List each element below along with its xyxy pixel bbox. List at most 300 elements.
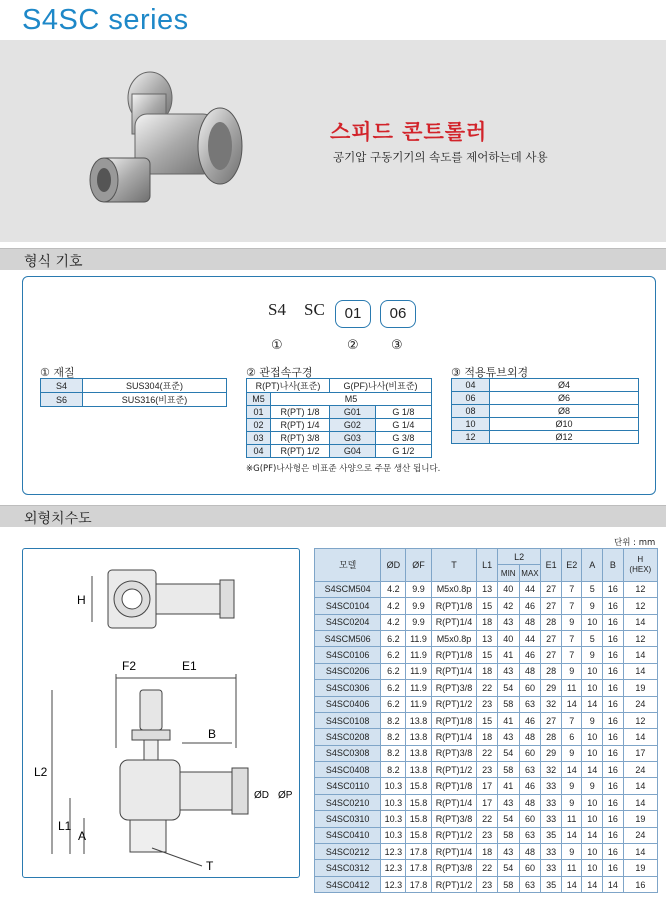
value-cell: 5 <box>582 581 603 597</box>
value-cell: 11.9 <box>406 647 431 663</box>
model-cell: S4SC0306 <box>315 680 381 696</box>
value-cell: 10 <box>582 794 603 810</box>
value-cell: 14 <box>623 647 657 663</box>
value-cell: 48 <box>519 614 541 630</box>
dimension-table <box>314 548 658 893</box>
value-cell: 17 <box>477 794 498 810</box>
table-row <box>452 392 639 405</box>
table-row <box>315 614 658 630</box>
value-cell: 13.8 <box>406 745 431 761</box>
value-cell: 44 <box>519 581 541 597</box>
cell: 03 <box>247 432 271 445</box>
value-cell: 8.2 <box>381 712 406 728</box>
table-row <box>315 696 658 712</box>
value-cell: 4.2 <box>381 614 406 630</box>
value-cell: 43 <box>497 663 519 679</box>
value-cell: 41 <box>497 778 519 794</box>
value-cell: 60 <box>519 811 541 827</box>
value-cell: 9 <box>561 663 582 679</box>
cell: G 1/4 <box>375 419 431 432</box>
value-cell: 19 <box>623 860 657 876</box>
value-cell: 8.2 <box>381 729 406 745</box>
value-cell: R(PT)3/8 <box>431 745 477 761</box>
value-cell: 11 <box>561 811 582 827</box>
label-od: ØD <box>254 790 269 801</box>
value-cell: 28 <box>541 614 562 630</box>
value-cell: 17 <box>477 778 498 794</box>
value-cell: 14 <box>582 876 603 892</box>
label-t: T <box>206 859 214 873</box>
value-cell: 17.8 <box>406 844 431 860</box>
label-h: H <box>77 593 86 607</box>
value-cell: 17 <box>623 745 657 761</box>
value-cell: 43 <box>497 614 519 630</box>
value-cell: 10 <box>582 811 603 827</box>
value-cell: 7 <box>561 581 582 597</box>
header-l2-max: MAX <box>519 565 541 581</box>
value-cell: 46 <box>519 778 541 794</box>
cell: M5 <box>271 393 432 406</box>
connection-table <box>246 378 432 458</box>
value-cell: 15.8 <box>406 811 431 827</box>
section-title: 형식 기호 <box>24 254 83 270</box>
table-header-row <box>247 379 432 393</box>
table-row <box>315 827 658 843</box>
value-cell: 6.2 <box>381 696 406 712</box>
header-b: B <box>603 549 624 582</box>
value-cell: 7 <box>561 712 582 728</box>
value-cell: 5 <box>582 630 603 646</box>
value-cell: 9 <box>561 778 582 794</box>
table-row <box>452 379 639 392</box>
value-cell: 13 <box>477 581 498 597</box>
cell: R(PT) 1/4 <box>271 419 330 432</box>
value-cell: R(PT)1/4 <box>431 663 477 679</box>
mark-3: ③ <box>391 338 403 353</box>
cell: G 1/8 <box>375 406 431 419</box>
cell: 02 <box>247 419 271 432</box>
section-header-model-code <box>0 248 666 270</box>
table-row <box>315 762 658 778</box>
value-cell: R(PT)3/8 <box>431 680 477 696</box>
value-cell: 43 <box>497 844 519 860</box>
value-cell: 10 <box>582 729 603 745</box>
table-row <box>315 581 658 597</box>
code-box-tube: 06 <box>380 300 416 328</box>
value-cell: 46 <box>519 647 541 663</box>
model-cell: S4SC0406 <box>315 696 381 712</box>
page-title: S4SC series <box>22 4 189 36</box>
value-cell: 13.8 <box>406 712 431 728</box>
cell: SUS304(표준) <box>83 379 227 393</box>
table-row <box>315 598 658 614</box>
value-cell: 27 <box>541 598 562 614</box>
label-l1: L1 <box>58 819 72 833</box>
value-cell: 63 <box>519 827 541 843</box>
cell: Ø12 <box>490 431 639 444</box>
value-cell: 14 <box>582 762 603 778</box>
value-cell: 29 <box>541 680 562 696</box>
value-cell: 63 <box>519 696 541 712</box>
model-cell: S4SC0210 <box>315 794 381 810</box>
cell: Ø8 <box>490 405 639 418</box>
value-cell: 12 <box>623 581 657 597</box>
value-cell: 48 <box>519 844 541 860</box>
value-cell: 15 <box>477 712 498 728</box>
value-cell: 17.8 <box>406 876 431 892</box>
value-cell: 27 <box>541 630 562 646</box>
value-cell: 58 <box>497 876 519 892</box>
value-cell: 24 <box>623 827 657 843</box>
value-cell: 16 <box>603 794 624 810</box>
cell: 12 <box>452 431 490 444</box>
mark-2: ② <box>347 338 359 353</box>
header-l2: L2 <box>497 549 540 565</box>
value-cell: R(PT)1/8 <box>431 647 477 663</box>
value-cell: 8.2 <box>381 762 406 778</box>
value-cell: 16 <box>603 614 624 630</box>
table-row <box>315 630 658 646</box>
value-cell: 6.2 <box>381 647 406 663</box>
value-cell: 48 <box>519 729 541 745</box>
value-cell: 23 <box>477 827 498 843</box>
cell: 06 <box>452 392 490 405</box>
value-cell: 14 <box>561 827 582 843</box>
cell: 10 <box>452 418 490 431</box>
value-cell: R(PT)3/8 <box>431 860 477 876</box>
connection-note: ※G(PF)나사형은 비표준 사양으로 주문 생산 됩니다. <box>246 464 441 474</box>
value-cell: R(PT)1/4 <box>431 844 477 860</box>
table-row <box>247 445 432 458</box>
value-cell: 33 <box>541 811 562 827</box>
value-cell: 35 <box>541 876 562 892</box>
table-row <box>315 712 658 728</box>
dimension-drawing <box>22 548 300 878</box>
value-cell: 15 <box>477 598 498 614</box>
value-cell: 11.9 <box>406 663 431 679</box>
value-cell: R(PT)1/2 <box>431 762 477 778</box>
value-cell: 22 <box>477 745 498 761</box>
value-cell: 6.2 <box>381 663 406 679</box>
table-row <box>315 647 658 663</box>
value-cell: 24 <box>623 696 657 712</box>
value-cell: 58 <box>497 696 519 712</box>
header-e2: E2 <box>561 549 582 582</box>
value-cell: R(PT)1/2 <box>431 827 477 843</box>
value-cell: 14 <box>561 696 582 712</box>
model-cell: S4SC0208 <box>315 729 381 745</box>
table-row <box>315 794 658 810</box>
value-cell: 18 <box>477 663 498 679</box>
value-cell: 40 <box>497 581 519 597</box>
value-cell: 9.9 <box>406 614 431 630</box>
value-cell: 15.8 <box>406 794 431 810</box>
value-cell: 7 <box>561 630 582 646</box>
table-row <box>315 778 658 794</box>
value-cell: 63 <box>519 876 541 892</box>
value-cell: 27 <box>541 647 562 663</box>
value-cell: 27 <box>541 581 562 597</box>
section-title: 외형치수도 <box>24 511 92 527</box>
value-cell: R(PT)1/4 <box>431 729 477 745</box>
model-cell: S4SC0408 <box>315 762 381 778</box>
value-cell: 16 <box>603 696 624 712</box>
header-h: H (HEX) <box>623 549 657 582</box>
code-prefix-s4: S4 <box>268 300 286 319</box>
value-cell: 23 <box>477 876 498 892</box>
cell: Ø4 <box>490 379 639 392</box>
cell: SUS316(비표준) <box>83 393 227 407</box>
value-cell: 16 <box>603 778 624 794</box>
value-cell: 15.8 <box>406 827 431 843</box>
model-cell: S4SC0412 <box>315 876 381 892</box>
value-cell: 16 <box>603 630 624 646</box>
value-cell: 11.9 <box>406 630 431 646</box>
label-of: ØP <box>278 790 293 801</box>
value-cell: 14 <box>561 762 582 778</box>
model-cell: S4SC0110 <box>315 778 381 794</box>
label-e1: E1 <box>182 659 197 673</box>
cell: 04 <box>452 379 490 392</box>
value-cell: 13.8 <box>406 762 431 778</box>
value-cell: 10.3 <box>381 811 406 827</box>
value-cell: 10 <box>582 614 603 630</box>
model-cell: S4SC0204 <box>315 614 381 630</box>
unit-label: 단위 : mm <box>614 538 656 548</box>
material-title: ① 재질 <box>40 366 75 379</box>
value-cell: 54 <box>497 745 519 761</box>
table-row <box>452 418 639 431</box>
header-l2-min: MIN <box>497 565 519 581</box>
tube-table <box>451 378 639 444</box>
value-cell: 10 <box>582 663 603 679</box>
value-cell: 8.2 <box>381 745 406 761</box>
table-row <box>315 844 658 860</box>
cell: 08 <box>452 405 490 418</box>
value-cell: 16 <box>603 680 624 696</box>
value-cell: 16 <box>603 860 624 876</box>
table-row <box>247 419 432 432</box>
value-cell: R(PT)3/8 <box>431 811 477 827</box>
value-cell: 10.3 <box>381 794 406 810</box>
value-cell: 16 <box>603 647 624 663</box>
model-cell: S4SCM506 <box>315 630 381 646</box>
value-cell: 16 <box>603 827 624 843</box>
value-cell: 63 <box>519 762 541 778</box>
value-cell: 43 <box>497 794 519 810</box>
value-cell: 19 <box>623 811 657 827</box>
model-cell: S4SC0308 <box>315 745 381 761</box>
value-cell: 33 <box>541 860 562 876</box>
cell: S4 <box>41 379 83 393</box>
value-cell: 6 <box>561 729 582 745</box>
value-cell: 11.9 <box>406 680 431 696</box>
value-cell: 16 <box>603 598 624 614</box>
table-row <box>41 393 227 407</box>
value-cell: 14 <box>623 778 657 794</box>
value-cell: 13.8 <box>406 729 431 745</box>
value-cell: 11 <box>561 860 582 876</box>
header-cell: R(PT)나사(표준) <box>247 379 330 393</box>
value-cell: 12.3 <box>381 860 406 876</box>
value-cell: 10 <box>582 680 603 696</box>
header-e1: E1 <box>541 549 562 582</box>
model-cell: S4SC0212 <box>315 844 381 860</box>
value-cell: 54 <box>497 811 519 827</box>
value-cell: 16 <box>603 762 624 778</box>
value-cell: 13 <box>477 630 498 646</box>
value-cell: 11 <box>561 680 582 696</box>
header-l1: L1 <box>477 549 498 582</box>
value-cell: 33 <box>541 844 562 860</box>
value-cell: 11.9 <box>406 696 431 712</box>
header-model: 모델 <box>315 549 381 582</box>
model-cell: S4SC0206 <box>315 663 381 679</box>
cell: R(PT) 3/8 <box>271 432 330 445</box>
header-t: T <box>431 549 477 582</box>
value-cell: 22 <box>477 860 498 876</box>
value-cell: 18 <box>477 844 498 860</box>
table-row <box>315 729 658 745</box>
value-cell: 18 <box>477 614 498 630</box>
section-header-dimensions <box>0 505 666 527</box>
value-cell: 12 <box>623 712 657 728</box>
value-cell: 9.9 <box>406 598 431 614</box>
cell: G 1/2 <box>375 445 431 458</box>
table-row <box>315 876 658 892</box>
product-photo <box>80 48 260 228</box>
model-cell: S4SC0310 <box>315 811 381 827</box>
value-cell: 15 <box>477 647 498 663</box>
value-cell: R(PT)1/8 <box>431 712 477 728</box>
value-cell: 10 <box>582 745 603 761</box>
value-cell: 9 <box>561 844 582 860</box>
value-cell: 58 <box>497 827 519 843</box>
value-cell: 9 <box>561 614 582 630</box>
value-cell: 7 <box>561 598 582 614</box>
connection-title: ② 관접속구경 <box>246 366 313 379</box>
table-row <box>41 379 227 393</box>
cell: G01 <box>330 406 376 419</box>
header-cell: G(PF)나사(비표준) <box>330 379 432 393</box>
model-cell: S4SC0312 <box>315 860 381 876</box>
value-cell: 12 <box>623 598 657 614</box>
value-cell: 14 <box>623 729 657 745</box>
value-cell: 16 <box>603 745 624 761</box>
value-cell: 29 <box>541 745 562 761</box>
cell: S6 <box>41 393 83 407</box>
value-cell: 10 <box>582 844 603 860</box>
value-cell: 16 <box>603 581 624 597</box>
value-cell: 17.8 <box>406 860 431 876</box>
value-cell: 4.2 <box>381 581 406 597</box>
value-cell: M5x0.8p <box>431 630 477 646</box>
value-cell: 23 <box>477 696 498 712</box>
material-table <box>40 378 227 407</box>
value-cell: 16 <box>603 811 624 827</box>
value-cell: 27 <box>541 712 562 728</box>
cell: 01 <box>247 406 271 419</box>
value-cell: 28 <box>541 663 562 679</box>
value-cell: 41 <box>497 712 519 728</box>
hero-banner <box>0 40 666 242</box>
value-cell: R(PT)1/4 <box>431 794 477 810</box>
value-cell: 6.2 <box>381 630 406 646</box>
value-cell: 9.9 <box>406 581 431 597</box>
model-cell: S4SC0410 <box>315 827 381 843</box>
code-prefix-sc: SC <box>304 300 325 319</box>
value-cell: 14 <box>623 663 657 679</box>
value-cell: 18 <box>477 729 498 745</box>
cell: G 3/8 <box>375 432 431 445</box>
label-a: A <box>78 829 87 843</box>
cell: M5 <box>247 393 271 406</box>
value-cell: R(PT)1/4 <box>431 614 477 630</box>
value-cell: 54 <box>497 680 519 696</box>
value-cell: 15.8 <box>406 778 431 794</box>
header-a: A <box>582 549 603 582</box>
value-cell: 28 <box>541 729 562 745</box>
value-cell: 41 <box>497 647 519 663</box>
value-cell: 22 <box>477 811 498 827</box>
model-cell: S4SC0108 <box>315 712 381 728</box>
product-name: 스피드 콘트롤러 <box>330 120 488 144</box>
table-row <box>315 663 658 679</box>
value-cell: 48 <box>519 794 541 810</box>
value-cell: 33 <box>541 794 562 810</box>
value-cell: 14 <box>623 614 657 630</box>
cell: Ø10 <box>490 418 639 431</box>
table-row <box>452 405 639 418</box>
value-cell: 10.3 <box>381 778 406 794</box>
value-cell: R(PT)1/2 <box>431 696 477 712</box>
cell: 04 <box>247 445 271 458</box>
value-cell: R(PT)1/8 <box>431 778 477 794</box>
table-row <box>247 432 432 445</box>
value-cell: 10.3 <box>381 827 406 843</box>
value-cell: 14 <box>623 844 657 860</box>
value-cell: 10 <box>582 860 603 876</box>
value-cell: 6.2 <box>381 680 406 696</box>
value-cell: 16 <box>603 844 624 860</box>
value-cell: 60 <box>519 860 541 876</box>
cell: R(PT) 1/8 <box>271 406 330 419</box>
cell: G04 <box>330 445 376 458</box>
value-cell: 43 <box>497 729 519 745</box>
model-cell: S4SC0104 <box>315 598 381 614</box>
code-box-connection: 01 <box>335 300 371 328</box>
value-cell: 14 <box>623 794 657 810</box>
value-cell: 24 <box>623 762 657 778</box>
value-cell: 33 <box>541 778 562 794</box>
value-cell: 9 <box>582 598 603 614</box>
header-od: ØD <box>381 549 406 582</box>
model-cell: S4SCM504 <box>315 581 381 597</box>
value-cell: 4.2 <box>381 598 406 614</box>
value-cell: 14 <box>603 876 624 892</box>
label-b: B <box>208 727 217 741</box>
model-cell: S4SC0106 <box>315 647 381 663</box>
value-cell: 7 <box>561 647 582 663</box>
value-cell: 46 <box>519 598 541 614</box>
table-row <box>315 680 658 696</box>
value-cell: 48 <box>519 663 541 679</box>
table-header-row <box>315 549 658 565</box>
value-cell: 9 <box>582 778 603 794</box>
value-cell: 58 <box>497 762 519 778</box>
table-row <box>315 745 658 761</box>
value-cell: 9 <box>582 647 603 663</box>
